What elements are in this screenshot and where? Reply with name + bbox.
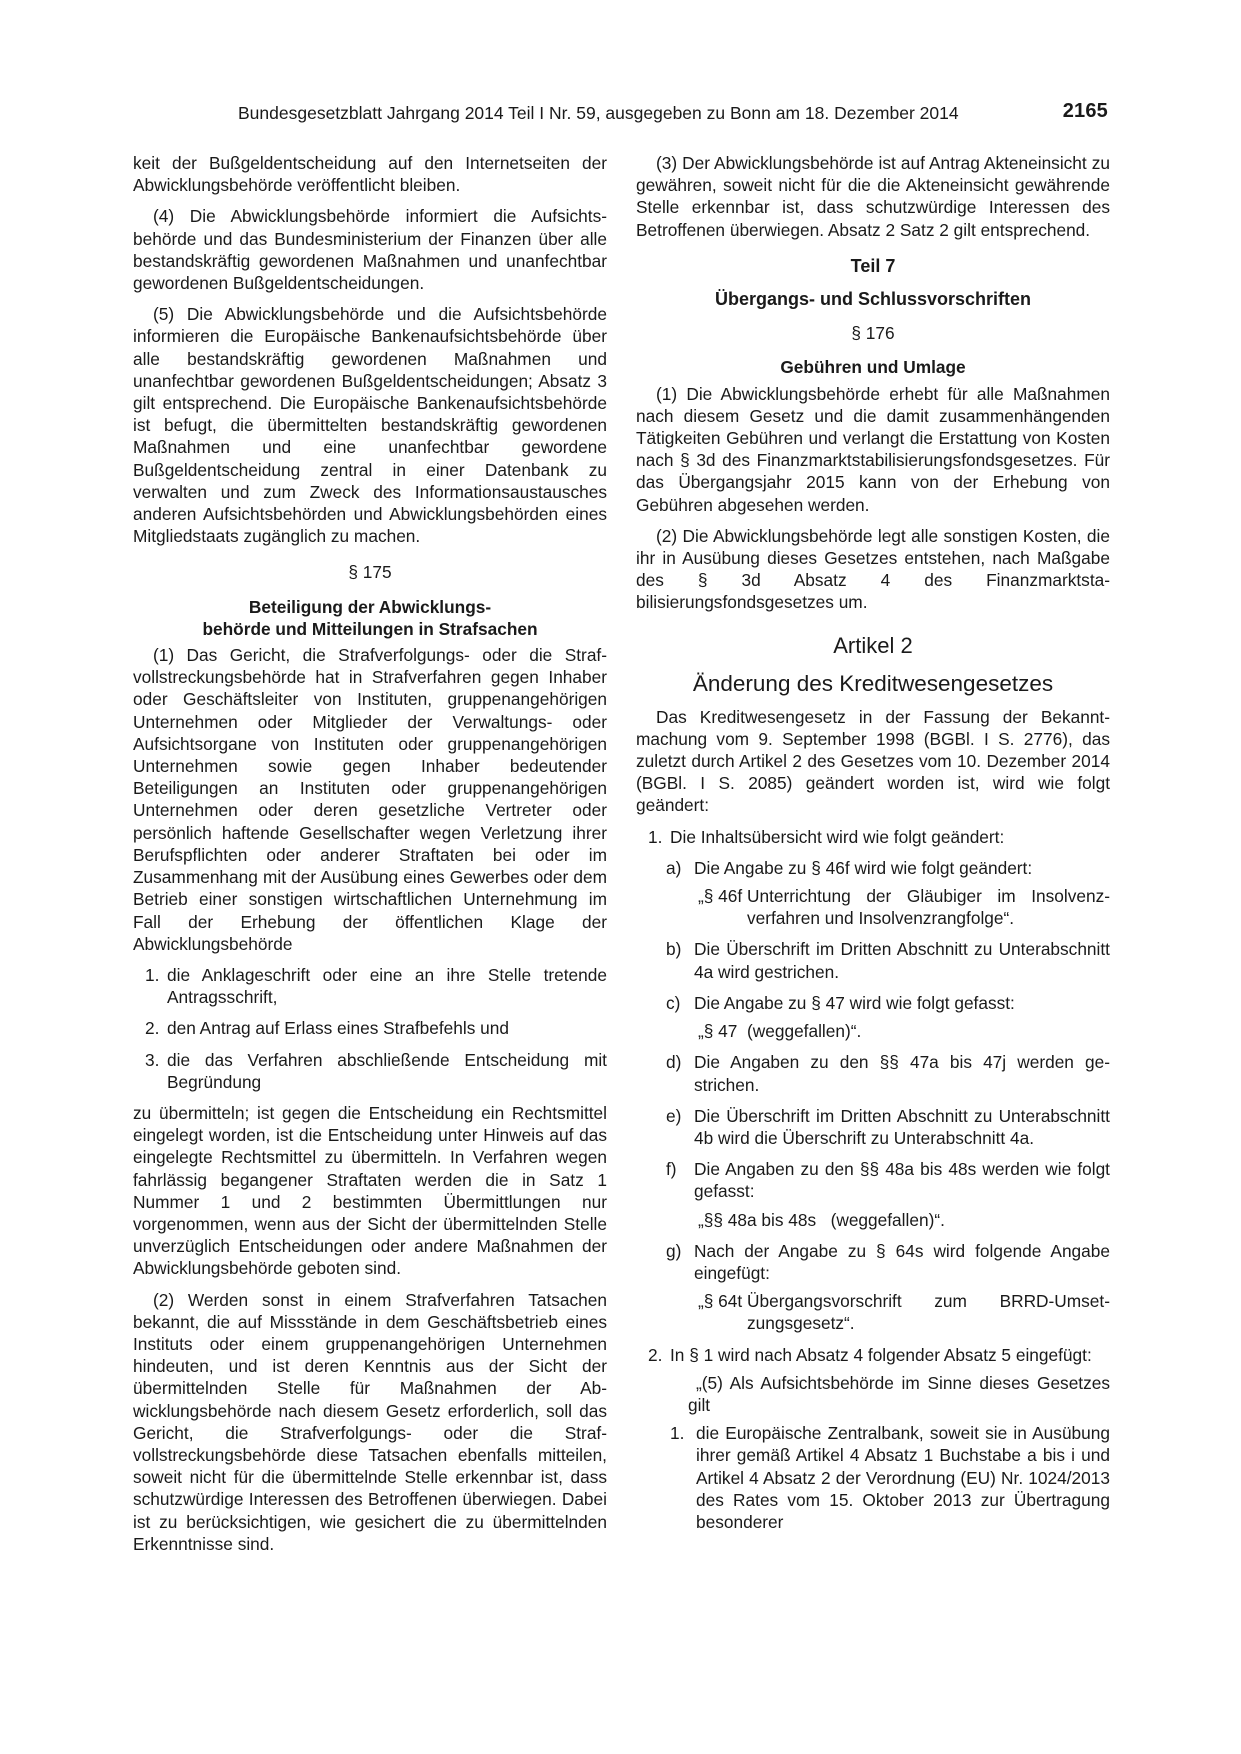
sub-item <box>636 938 1110 982</box>
quoted-list-item <box>636 1422 1110 1533</box>
continued-paragraph: keit der Bußgeldentscheidung auf den Internetseiten der Abwicklungsbehörde veröffentlicht bleiben. <box>133 153 607 196</box>
list-item-text: die Anklageschrift oder eine an ihre Stelle tretende Antragsschrift, <box>167 964 607 1008</box>
list-item-text: die das Verfahren abschließende Entscheidung mit Begründung <box>167 1049 607 1092</box>
section-176-number: § 176 <box>851 323 895 344</box>
sub-item-label: g) <box>666 1240 682 1261</box>
quoted-entry-text: (weggefallen)“. <box>747 1021 862 1042</box>
sub-item <box>636 1051 1110 1095</box>
list-item <box>133 1049 607 1093</box>
list-item-label: 2. <box>648 1344 663 1365</box>
list-item <box>133 1017 607 1039</box>
amendment-item-2 <box>636 1344 1110 1366</box>
sub-item-text: Die Angaben zu den §§ 48a bis 48s werden wie folgt gefasst: <box>694 1159 1110 1202</box>
list-item-text: In § 1 wird nach Absatz 4 folgender Absatz 5 eingefügt: <box>670 1344 1092 1365</box>
section-175-paragraph-1-continued: zu übermitteln; ist gegen die Entscheidung ein Rechtsmittel eingelegt worden, ist die Entscheidung unter Hinweis auf das eingelegte Rechtsmittel zu übermitteln. In Verfahren wegen fahrlässig begangener Straftaten werden die in Satz 1 Nummer 1 und 2 bestimmten Übermittlungen nur vorgenommen, wenn aus der Sicht der übermittelnden Stelle unverzüglich Entscheidungen oder andere Maßnahmen der Abwicklungsbehörde geboten sind. <box>133 1102 607 1279</box>
quoted-entry-label: „§§ 48a bis 48s <box>698 1209 831 1230</box>
quoted-paragraph: „(5) Als Aufsichtsbehörde im Sinne dieses Gesetzes gilt <box>688 1372 1110 1415</box>
sub-item <box>636 992 1110 1014</box>
section-176-title: Gebühren und Umlage <box>780 357 966 378</box>
list-item-text: den Antrag auf Erlass eines Strafbefehls und <box>167 1018 510 1039</box>
sub-item-label: b) <box>666 939 682 960</box>
article-number: Artikel 2 <box>833 632 913 658</box>
sub-item-text: Die Angabe zu § 46f wird wie folgt geändert: <box>694 857 1033 878</box>
section-176-paragraph-2: (2) Die Abwicklungsbehörde legt alle sonstigen Kosten, die ihr in Ausübung dieses Gesetzes entstehen, nach Maßgabe des § 3d Absatz 4 des Finanzmarktstabilisierungsfondsgesetzes um. <box>636 525 1110 613</box>
page-number: 2165 <box>1062 100 1108 122</box>
right-column <box>636 152 1110 1542</box>
sub-item-label: e) <box>666 1105 682 1126</box>
list-item-label: 3. <box>145 1049 160 1070</box>
sub-item <box>636 857 1110 879</box>
paragraph-5: (5) Die Abwicklungsbehörde und die Aufsichtsbehörde informieren die Europäische Bankenaufsichtsbehörde über alle bestandskräftig gewordenen Maßnahmen und unanfechtbar gewordenen Bußgeldentscheidungen; Absatz 3 gilt entsprechend. Die Europäische Bankenaufsichtsbehörde ist befugt, die übermittelten bestandskräftig gewordenen Maßnahmen und eine unanfechtbar gewordene Bußgeldentscheidung zentral in einer Datenbank zu verwalten und zum Zweck des Informationsaustausches anderen Aufsichtsbehörden und Abwicklungsbehörden eines Mitgliedstaats zugänglich zu machen. <box>133 304 607 547</box>
paragraph-3: (3) Der Abwicklungsbehörde ist auf Antrag Akteneinsicht zu gewähren, soweit nicht für die die Akteneinsicht gewährende Stelle erkennbar ist, dass schutzwürdige Interessen des Betroffenen überwiegen. Absatz 2 Satz 2 gilt entsprechend. <box>636 153 1110 240</box>
article-title: Änderung des Kreditwesengesetzes <box>692 670 1054 696</box>
quoted-entry <box>636 885 1110 929</box>
quoted-entry-text: Unterrichtung der Gläubiger im Insolvenzverfahren und Insolvenzrangfolge“. <box>747 886 1110 929</box>
section-175-paragraph-1: (1) Das Gericht, die Strafverfolgungs- oder die Strafvollstreckungsbehörde hat in Strafverfahren gegen Inhaber oder Geschäftsleiter von Instituten, gruppenangehörigen Unternehmen oder Mitglieder der Verwaltungs- oder Aufsichtsorgane von Instituten oder gruppenangehörigen Unternehmen sowie gegen Inhaber bedeutender Beteiligungen an Instituten oder gruppenangehörigen Unternehmen oder deren gesetzliche Vertreter oder persönlich haftende Gesellschafter wegen Verletzung ihrer Berufspflichten oder anderer Straftaten bei oder im Zusammenhang mit der Ausübung eines Gewerbes oder dem Betrieb einer sonstigen wirtschaftlichen Unternehmung im Fall der Erhebung der öffentlichen Klage der Abwicklungsbehörde <box>133 645 607 954</box>
sub-item-label: c) <box>666 992 681 1013</box>
left-column <box>133 152 607 1564</box>
list-item-label: 1. <box>670 1423 685 1444</box>
section-175-paragraph-2: (2) Werden sonst in einem Strafverfahren Tatsachen bekannt, die auf Missstände in dem Geschäftsbetrieb eines Instituts oder einem gruppenangehörigen Unternehmen hindeuten, und ist deren Kenntnis aus der Sicht der übermittelnden Stelle für Maßnahmen der Abwicklungsbehörde nach diesem Gesetz erforderlich, soll das Gericht, die Strafverfolgungs- oder die Strafvollstreckungsbehörde diese Tatsachen ebenfalls mitteilen, soweit nicht für die übermittelnde Stelle erkennbar ist, dass schutzwürdige Interessen des Betroffenen überwiegen. Dabei ist zu berücksichtigen, wie gesichert die zu übermittelnden Erkenntnisse sind. <box>133 1289 607 1554</box>
quoted-entry-text: (weggefallen)“. <box>830 1209 945 1230</box>
list-item <box>133 964 607 1008</box>
section-175-title-line-2: behörde und Mitteilungen in Strafsachen <box>202 618 538 639</box>
quoted-entry-text: Übergangsvorschrift zum BRRD-Umsetzungsgesetz“. <box>747 1291 1110 1334</box>
sub-item <box>636 1240 1110 1284</box>
section-175-number: § 175 <box>348 562 392 583</box>
part-title: Übergangs- und Schlussvorschriften <box>714 289 1032 310</box>
paragraph-4: (4) Die Abwicklungsbehörde informiert die Aufsichtsbehörde und das Bundesministerium der Finanzen über alle bestandskräftig gewordenen Maßnahmen und unanfechtbar gewordenen Bußgeldentscheidungen. <box>133 206 607 294</box>
section-176-paragraph-1: (1) Die Abwicklungsbehörde erhebt für alle Maßnahmen nach diesem Gesetz und die damit zusammenhängenden Tätigkeiten Gebühren und verlangt die Erstattung von Kosten nach § 3d des Finanzmarktstabilisierungsfondsgesetzes. Für das Übergangsjahr 2015 kann von der Erhebung von Gebühren abgesehen werden. <box>636 383 1110 515</box>
list-item-label: 2. <box>145 1018 160 1039</box>
sub-item-label: f) <box>666 1159 677 1180</box>
part-number: Teil 7 <box>850 255 896 276</box>
list-item-label: 1. <box>648 826 663 847</box>
sub-item-text: Die Angabe zu § 47 wird wie folgt gefasst: <box>694 992 1015 1013</box>
sub-item-text: Die Angaben zu den §§ 47a bis 47j werden gestrichen. <box>694 1052 1110 1095</box>
quoted-entry <box>636 1020 1110 1042</box>
list-item-label: 1. <box>145 964 160 985</box>
quoted-entry-label: „§ 47 <box>698 1021 747 1042</box>
quoted-entry <box>636 1290 1110 1334</box>
sub-item-text: Die Überschrift im Dritten Abschnitt zu Unterabschnitt 4b wird die Überschrift zu Unterabschnitt 4a. <box>694 1105 1110 1148</box>
sub-item-label: d) <box>666 1052 682 1073</box>
article-intro: Das Kreditwesengesetz in der Fassung der Bekanntmachung vom 9. September 1998 (BGBl. I S. 2776), das zuletzt durch Artikel 2 des Gesetzes vom 10. Dezember 2014 (BGBl. I S. 2085) geändert worden ist, wird wie folgt geändert: <box>636 706 1110 816</box>
sub-item-label: a) <box>666 857 682 878</box>
sub-item-text: Die Überschrift im Dritten Abschnitt zu Unterabschnitt 4a wird gestrichen. <box>694 939 1110 982</box>
amendment-item-1 <box>636 826 1110 848</box>
section-175-title-line-1: Beteiligung der Abwicklungs- <box>248 596 492 617</box>
sub-item-text: Nach der Angabe zu § 64s wird folgende Angabe eingefügt: <box>694 1240 1110 1283</box>
quoted-entry-label: „§ 46f <box>698 886 747 907</box>
quoted-entry-label: „§ 64t <box>698 1291 747 1312</box>
gazette-title: Bundesgesetzblatt Jahrgang 2014 Teil I Nr. 59, ausgegeben zu Bonn am 18. Dezember 2014 <box>238 103 959 123</box>
list-item-text: Die Inhaltsübersicht wird wie folgt geändert: <box>670 826 1005 847</box>
sub-item <box>636 1105 1110 1149</box>
list-item-text: die Europäische Zentralbank, soweit sie in Ausübung ihrer gemäß Artikel 4 Absatz 1 Buchstabe a bis i und Artikel 4 Absatz 2 der Verordnung (EU) Nr. 1024/2013 des Rates vom 15. Oktober 2013 zur Übertragung besonderer <box>696 1423 1110 1532</box>
sub-item <box>636 1158 1110 1202</box>
quoted-entry <box>636 1209 1110 1231</box>
